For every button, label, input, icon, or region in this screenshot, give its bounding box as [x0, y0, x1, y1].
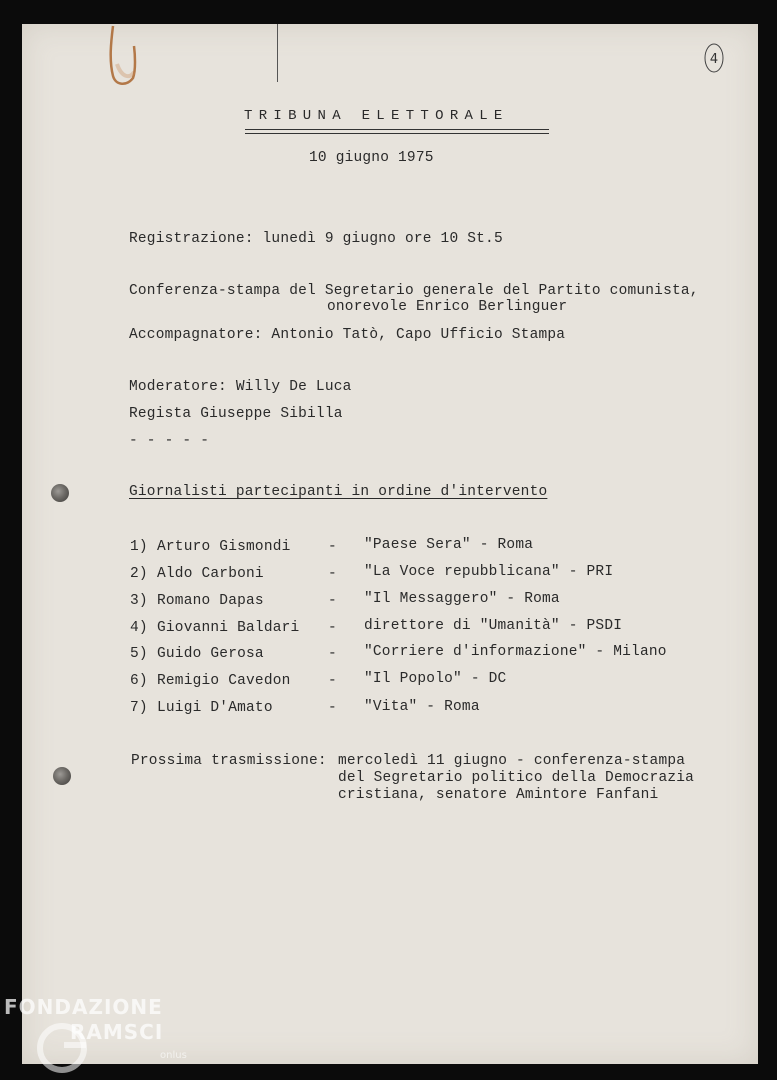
- watermark-line-1: FONDAZIONE: [4, 995, 163, 1019]
- press-conference-line-2: onorevole Enrico Berlinguer: [327, 299, 568, 315]
- journalist-name: Romano Dapas: [157, 593, 264, 609]
- watermark-line-2: RAMSCI: [70, 1020, 164, 1044]
- next-broadcast-line-3: cristiana, senatore Amintore Fanfani: [338, 787, 659, 803]
- director-line: Regista Giuseppe Sibilla: [129, 406, 343, 422]
- item-dash: -: [328, 593, 337, 609]
- moderator-line: Moderatore: Willy De Luca: [129, 379, 352, 395]
- item-dash: -: [328, 673, 337, 689]
- next-broadcast-line-1: mercoledì 11 giugno - conferenza-stampa: [338, 753, 686, 769]
- next-broadcast-label: Prossima trasmissione:: [131, 753, 327, 769]
- title-double-rule: [245, 129, 549, 134]
- journalist-name: Guido Gerosa: [157, 646, 264, 662]
- crease-line: [277, 24, 278, 82]
- page-number: 4: [709, 52, 719, 67]
- item-dash: -: [328, 566, 337, 582]
- item-number: 1): [130, 539, 148, 555]
- journalist-outlet: "Vita" - Roma: [364, 699, 480, 715]
- item-dash: -: [328, 700, 337, 716]
- punch-hole-top: [51, 484, 69, 502]
- journalist-name: Luigi D'Amato: [157, 700, 273, 716]
- registration-line: Registrazione: lunedì 9 giugno ore 10 St.5: [129, 231, 503, 247]
- item-number: 5): [130, 646, 148, 662]
- item-number: 3): [130, 593, 148, 609]
- document-date: 10 giugno 1975: [309, 150, 434, 166]
- next-broadcast-line-2: del Segretario politico della Democrazia: [338, 770, 695, 786]
- journalist-outlet: direttore di "Umanità" - PSDI: [364, 618, 623, 634]
- page-number-circle: [704, 42, 724, 74]
- journalist-name: Aldo Carboni: [157, 566, 264, 582]
- journalist-name: Remigio Cavedon: [157, 673, 291, 689]
- journalist-outlet: "Il Popolo" - DC: [364, 671, 507, 687]
- companion-line: Accompagnatore: Antonio Tatò, Capo Ufficio Stampa: [129, 327, 566, 343]
- journalist-outlet: "Il Messaggero" - Roma: [364, 591, 560, 607]
- item-number: 6): [130, 673, 148, 689]
- journalist-outlet: "Corriere d'informazione" - Milano: [364, 644, 667, 660]
- punch-hole-bottom: [53, 767, 71, 785]
- watermark-line-3: onlus: [160, 1050, 187, 1061]
- press-conference-line-1: Conferenza-stampa del Segretario generale del Partito comunista,: [129, 283, 699, 299]
- item-dash: -: [328, 646, 337, 662]
- item-dash: -: [328, 620, 337, 636]
- journalist-outlet: "Paese Sera" - Roma: [364, 537, 534, 553]
- journalist-outlet: "La Voce repubblicana" - PRI: [364, 564, 614, 580]
- separator-dashes: - - - - -: [129, 433, 210, 449]
- journalist-name: Giovanni Baldari: [157, 620, 300, 636]
- item-number: 2): [130, 566, 148, 582]
- item-dash: -: [328, 539, 337, 555]
- journalists-heading: Giornalisti partecipanti in ordine d'intervento: [129, 484, 548, 500]
- document-title: TRIBUNA ELETTORALE: [244, 108, 509, 124]
- journalist-name: Arturo Gismondi: [157, 539, 291, 555]
- rust-stain: [107, 24, 137, 88]
- item-number: 7): [130, 700, 148, 716]
- item-number: 4): [130, 620, 148, 636]
